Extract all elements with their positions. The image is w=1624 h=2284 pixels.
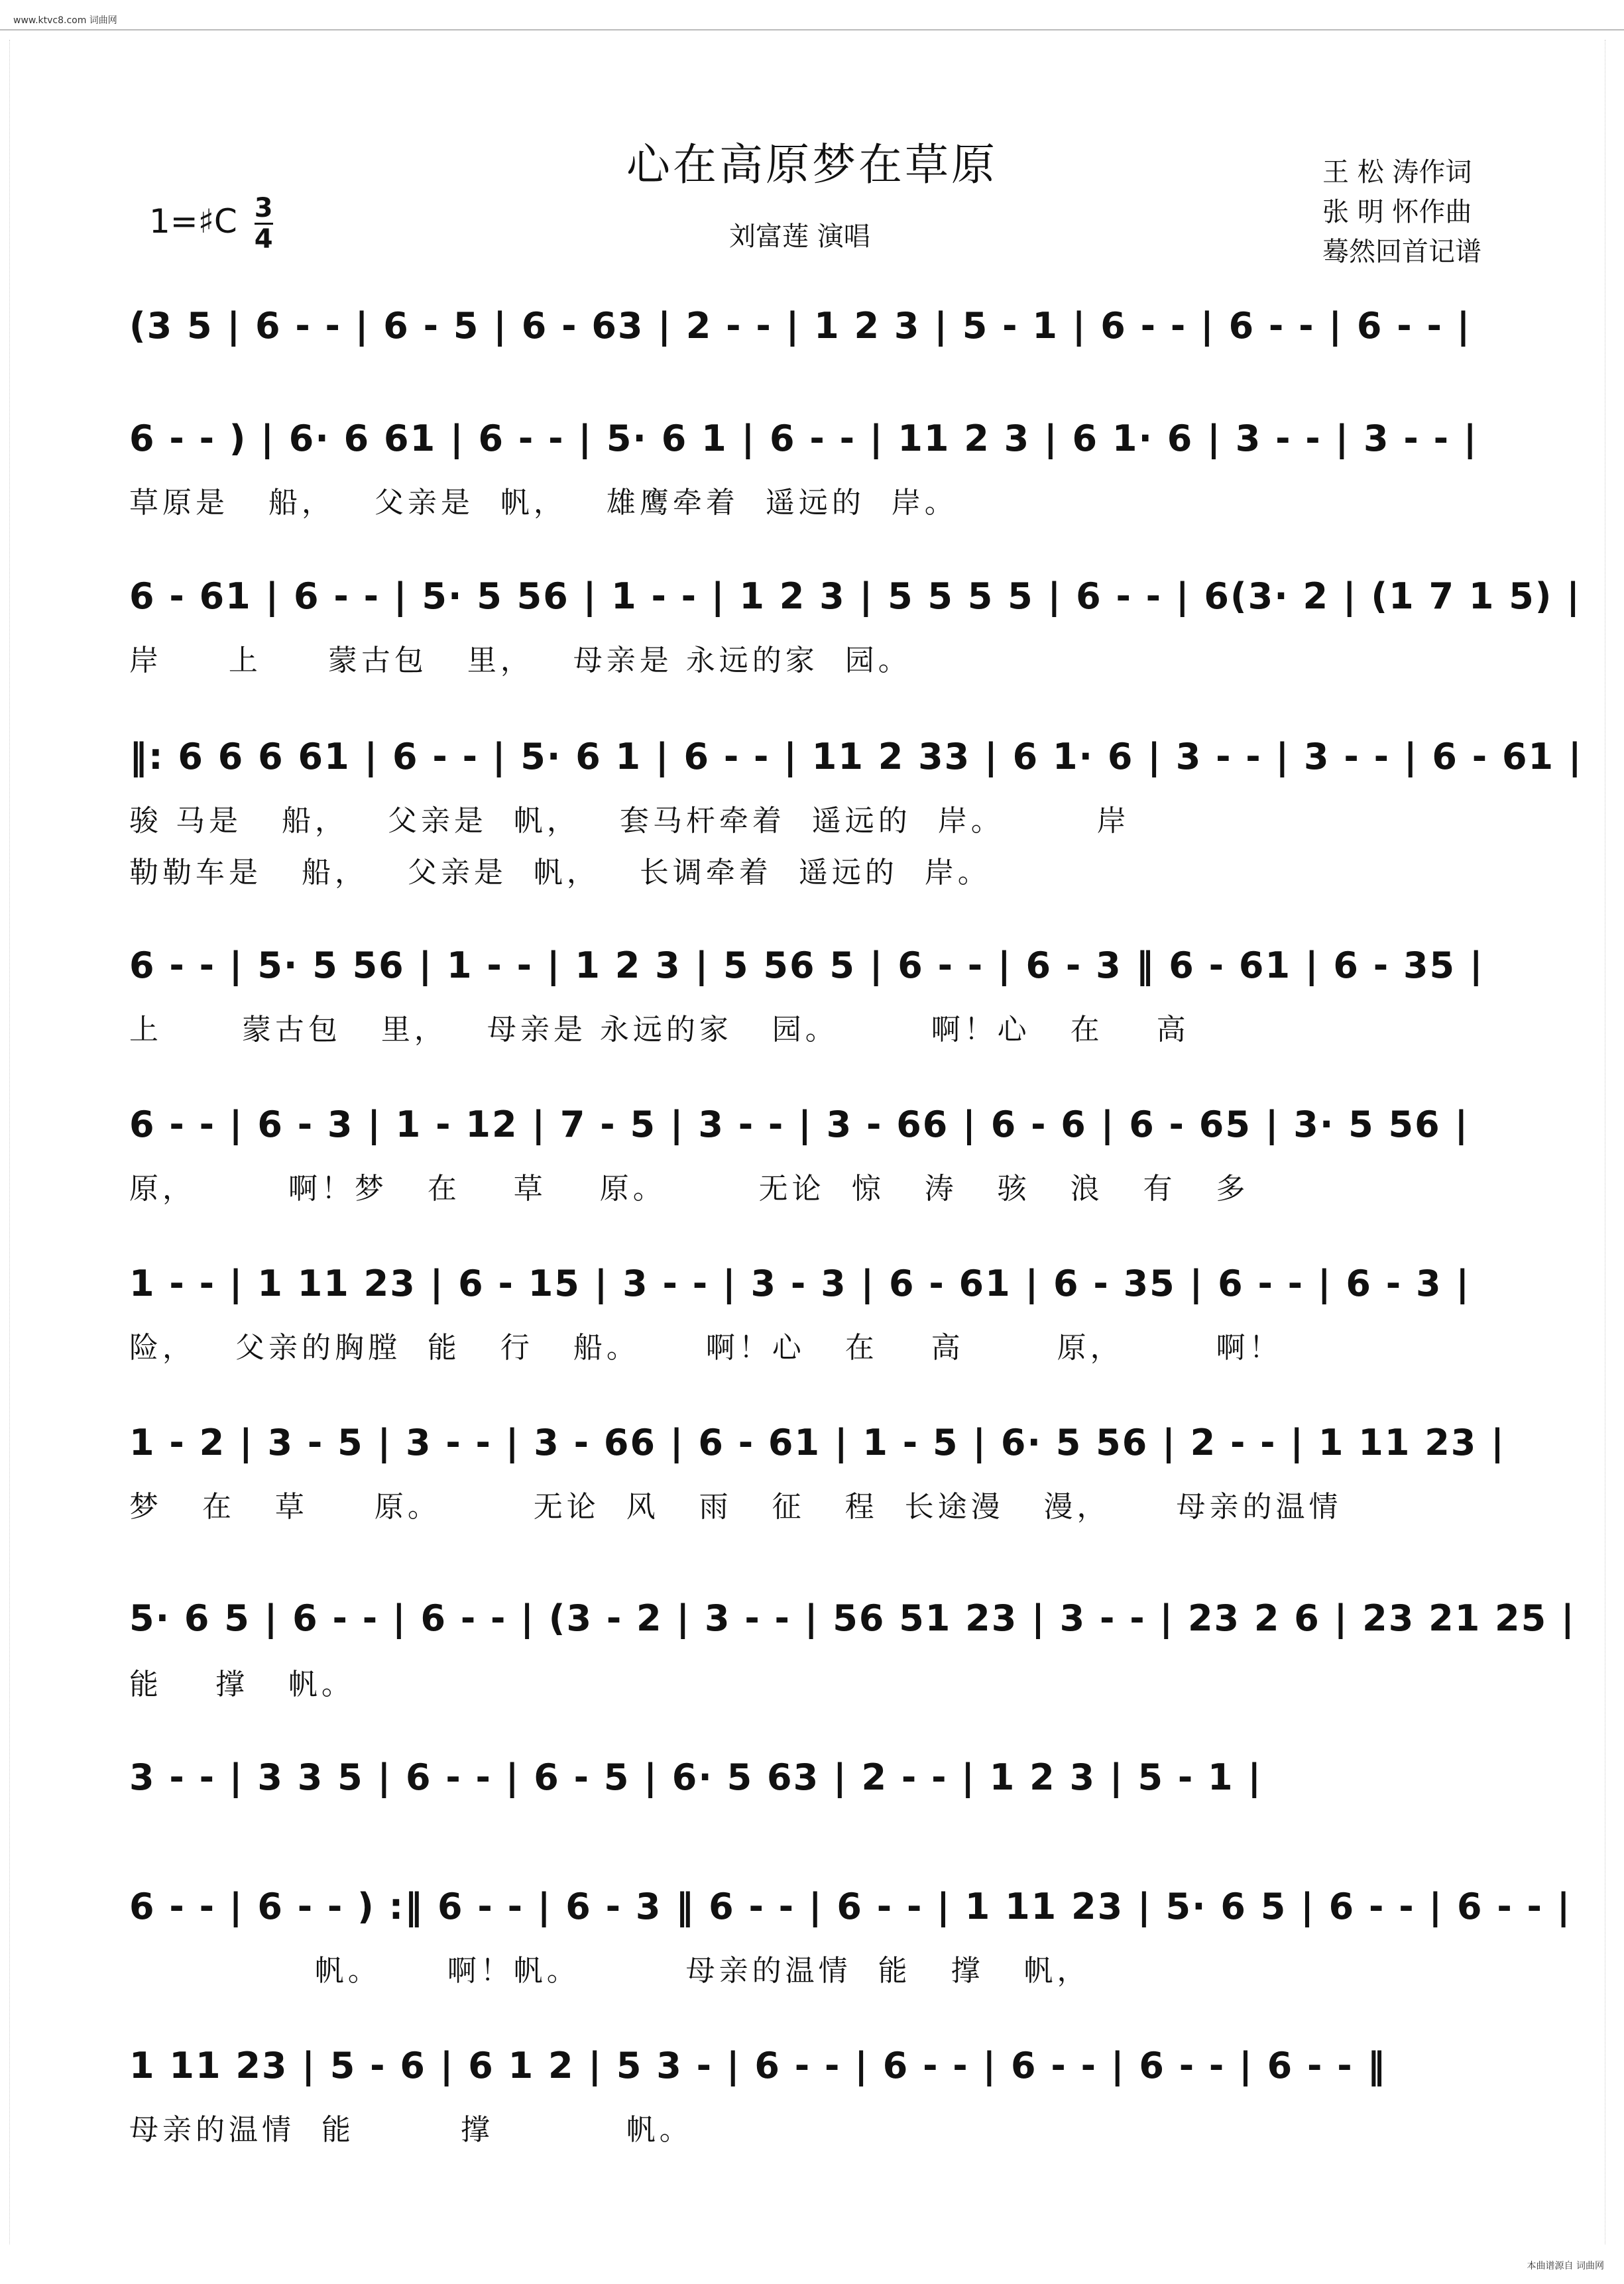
notation: 1 11 23 | 5 - 6 | 6 1 2 | 5 3 - | 6 - - | 6 - - | 6 - - | 6 - - | 6 - - ‖ [129,2045,1387,2086]
notation: ‖: 6 6 6 61 | 6 - - | 5· 6 1 | 6 - - | 11 2 33 | 6 1· 6 | 3 - - | 3 - - | 6 - 61 | [129,736,1583,777]
transcriber-credit: 蓦然回首记谱 [1322,237,1481,267]
lyrics-verse-2: 勒勒车是 船， 父亲是 帆， 长调牵着 遥远的 岸。 [129,856,991,889]
source-footer: 本曲谱源自 词曲网 [1527,2261,1604,2271]
lyrics: 原， 啊！梦 在 草 原。 无论 惊 涛 骇 浪 有 多 [129,1172,1249,1206]
credits [1322,152,1481,272]
lyrics: 上 蒙古包 里， 母亲是 永远的家 园。 啊！心 在 高 [129,1013,1190,1047]
notation: 6 - - | 5· 5 56 | 1 - - | 1 2 3 | 5 56 5 | 6 - - | 6 - 3 ‖ 6 - 61 | 6 - 35 | [129,944,1484,986]
lyrics: 岸 上 蒙古包 里， 母亲是 永远的家 园。 [129,644,911,677]
lyrics: 母亲的温情 能 撑 帆。 [129,2113,693,2147]
notation: 6 - - | 6 - - ) :‖ 6 - - | 6 - 3 ‖ 6 - - | 6 - - | 1 11 23 | 5· 6 5 | 6 - - | 6 - - | [129,1886,1572,1927]
key-signature [149,194,273,254]
lyrics: 险， 父亲的胸膛 能 行 船。 啊！心 在 高 原， 啊！ [129,1331,1283,1365]
lyrics: 草原是 船， 父亲是 帆， 雄鹰牵着 遥远的 岸。 [129,486,958,520]
notation: 1 - 2 | 3 - 5 | 3 - - | 3 - 66 | 6 - 61 | 1 - 5 | 6· 5 56 | 2 - - | 1 11 23 | [129,1422,1505,1463]
notation: 5· 6 5 | 6 - - | 6 - - | (3 - 2 | 3 - - | 56 51 23 | 3 - - | 23 2 6 | 23 21 25 | [129,1597,1576,1639]
site-header: www.ktvc8.com 词曲网 [13,15,117,26]
performer: 刘富莲 演唱 [729,221,870,252]
song-title: 心在高原梦在草原 [626,139,998,190]
lyrics-verse-1: 骏 马是 船， 父亲是 帆， 套马杆牵着 遥远的 岸。 岸 [129,804,1130,838]
composer-credit: 张 明 怀作曲 [1322,197,1472,227]
lyricist-credit: 王 松 涛作词 [1322,157,1472,188]
lyrics: 梦 在 草 原。 无论 风 雨 征 程 长途漫 漫， 母亲的温情 [129,1490,1342,1524]
left-margin-ornament [9,40,19,2244]
lyrics: 能 撑 帆。 [129,1668,355,1701]
lyrics: 帆。 啊！帆。 母亲的温情 能 撑 帆， [129,1954,1090,1988]
key-prefix: 1=♯C [149,202,237,241]
notation: 6 - - | 6 - 3 | 1 - 12 | 7 - 5 | 3 - - | 3 - 66 | 6 - 6 | 6 - 65 | 3· 5 56 | [129,1104,1470,1145]
header-divider [0,29,1624,30]
time-denominator: 4 [254,224,273,255]
time-signature [255,194,273,254]
notation: 6 - - ) | 6· 6 61 | 6 - - | 5· 6 1 | 6 - - | 11 2 3 | 6 1· 6 | 3 - - | 3 - - | [129,418,1478,459]
notation: 6 - 61 | 6 - - | 5· 5 56 | 1 - - | 1 2 3 | 5 5 5 5 | 6 - - | 6(3· 2 | (1 7 1 5) | [129,575,1582,617]
notation: 1 - - | 1 11 23 | 6 - 15 | 3 - - | 3 - 3 | 6 - 61 | 6 - 35 | 6 - - | 6 - 3 | [129,1263,1471,1304]
right-margin-ornament [1605,40,1615,2244]
notation: (3 5 | 6 - - | 6 - 5 | 6 - 63 | 2 - - | 1 2 3 | 5 - 1 | 6 - - | 6 - - | 6 - - | [129,305,1472,347]
notation: 3 - - | 3 3 5 | 6 - - | 6 - 5 | 6· 5 63 | 2 - - | 1 2 3 | 5 - 1 | [129,1756,1263,1798]
time-numerator: 3 [254,193,273,223]
